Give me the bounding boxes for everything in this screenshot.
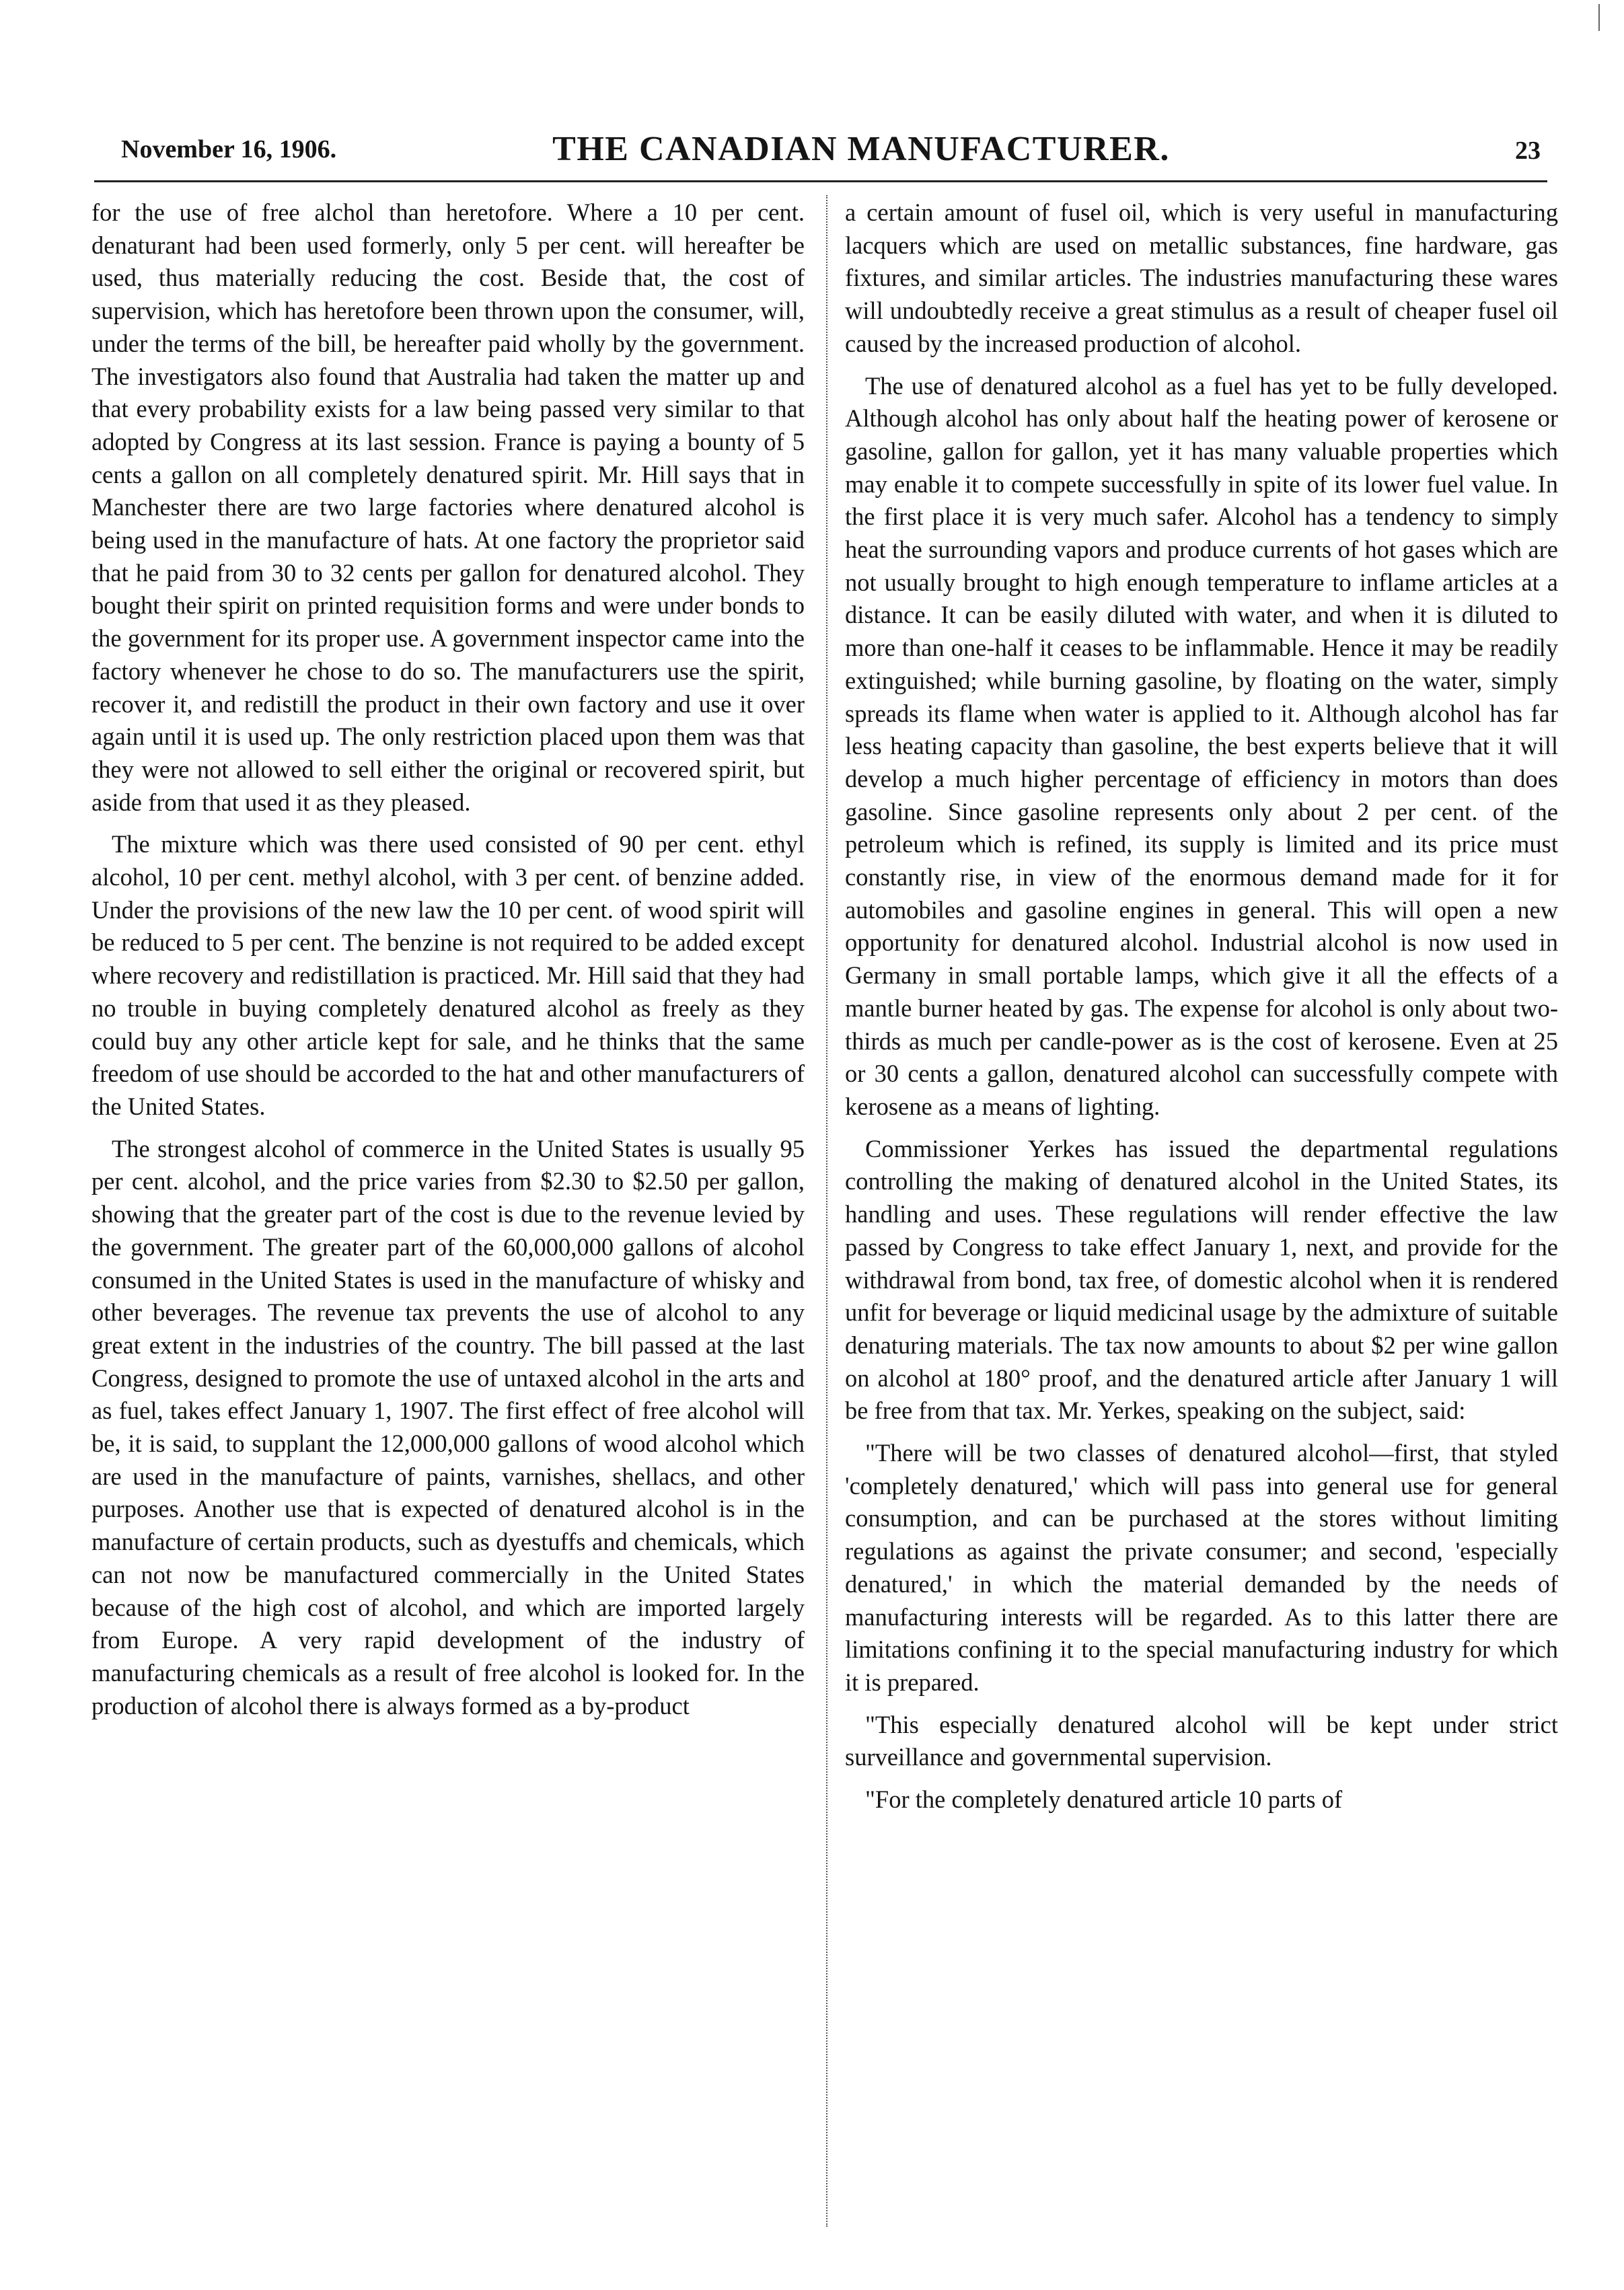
- article-paragraph: "This especially denatured alcohol will be kept under strict surveillance and governmental supervision.: [845, 1710, 1558, 1771]
- article-paragraph: Commissioner Yerkes has issued the departmental regulations controlling the making of denatured alcohol in the United States, its handling and uses. These regulations will render effective the law passed by Congress to take effect January 1, next, and provide for the withdrawal from bond, tax free, of domestic alcohol when it is rendered unfit for beverage or liquid medicinal usage by the admixture of suitable denaturing materials. The tax now amounts to about $2 per wine gallon on alcohol at 180° proof, and the denatured article after January 1 will be free from that tax. Mr. Yerkes, speaking on the subject, said:: [845, 1134, 1558, 1425]
- issue-date: November 16, 1906.: [121, 135, 337, 163]
- article-paragraph: The use of denatured alcohol as a fuel has yet to be fully developed. Although alcohol has only about half the heating power of kerosene or gasoline, gallon for gallon, yet it has many valuable properties which may enable it to compete successfully in spite of its lower fuel value. In the first place it is very much safer. Alcohol has a tendency to simply heat the surrounding vapors and produce currents of hot gases which are not usually brought to high enough temperature to inflame articles at a distance. It can be easily diluted with water, and when it is diluted to more than one-half it ceases to be inflammable. Hence it may be readily extinguished; while burning gasoline, by floating on the water, simply spreads its flame when water is applied to it. Although alcohol has far less heating capacity than gasoline, the best experts believe that it will develop a much higher percentage of efficiency in motors than does gasoline. Since gasoline represents only about 2 per cent. of the petroleum which is refined, its supply is limited and its price must constantly rise, in view of the enormous demand made for it for automobiles and gasoline engines in general. This will open a new opportunity for denatured alcohol. Industrial alcohol is now used in Germany in small portable lamps, which give it all the effects of a mantle burner heated by gas. The expense for alcohol is only about two-thirds as much per candle-power as is the cost of kerosene. Even at 25 or 30 cents a gallon, denatured alcohol can successfully compete with kerosene as a means of lighting.: [845, 371, 1558, 1120]
- scan-edge-mark: [1598, 4, 1600, 31]
- header-rule: [94, 180, 1547, 182]
- article-paragraph: The mixture which was there used consisted of 90 per cent. ethyl alcohol, 10 per cent. methyl alcohol, with 3 per cent. of benzine added. Under the provisions of the new law the 10 per cent. of wood spirit will be reduced to 5 per cent. The benzine is not required to be added except where recovery and redistillation is practiced. Mr. Hill said that they had no trouble in buying completely denatured alcohol as freely as they could buy any other article kept for sale, and he thinks that the same freedom of use should be accorded to the hat and other manufacturers of the United States.: [91, 830, 805, 1120]
- page-number: 23: [1515, 137, 1541, 165]
- article-paragraph: "For the completely denatured article 10 parts of: [865, 1785, 1343, 1814]
- left-column: [91, 196, 805, 1732]
- publication-title: THE CANADIAN MANUFACTURER.: [552, 130, 1170, 168]
- article-paragraph: "There will be two classes of denatured alcohol—first, that styled 'completely denatured,' which will pass into general use for general consumption, and can be purchased at the stores without limiting regulations as against the private consumer; and second, 'especially denatured,' in which the material demanded by the needs of manufacturing interests will be regarded. As to this latter there are limitations confining it to the special manufacturing industry for which it is prepared.: [845, 1439, 1558, 1696]
- article-paragraph: a certain amount of fusel oil, which is very useful in manufacturing lacquers which are used on metallic substances, fine hardware, gas fixtures, and similar articles. The industries manufacturing these wares will undoubtedly receive a great stimulus as a result of cheaper fusel oil caused by the increased production of alcohol.: [845, 198, 1558, 357]
- right-column: [845, 196, 1558, 1826]
- running-head: [94, 129, 1547, 176]
- column-divider: [826, 195, 827, 2227]
- article-paragraph: for the use of free alchol than heretofore. Where a 10 per cent. denaturant had been used formerly, only 5 per cent. will hereafter be used, thus materially reducing the cost. Beside that, the cost of supervision, which has heretofore been thrown upon the consumer, will, under the terms of the bill, be hereafter paid wholly by the government. The investigators also found that Australia had taken the matter up and that every probability exists for a law being passed very similar to that adopted by Congress at its last session. France is paying a bounty of 5 cents a gallon on all completely denatured spirit. Mr. Hill says that in Manchester there are two large factories where denatured alcohol is being used in the manufacture of hats. At one factory the proprietor said that he paid from 30 to 32 cents per gallon for denatured alcohol. They bought their spirit on printed requisition forms and were under bonds to the government for its proper use. A government inspector came into the factory whenever he chose to do so. The manufacturers use the spirit, recover it, and redistill the product in their own factory and use it over again until it is used up. The only restriction placed upon them was that they were not allowed to sell either the original or recovered spirit, but aside from that used it as they pleased.: [91, 198, 805, 816]
- article-paragraph: The strongest alcohol of commerce in the United States is usually 95 per cent. alcohol, and the price varies from $2.30 to $2.50 per gallon, showing that the greater part of the cost is due to the revenue levied by the government. The greater part of the 60,000,000 gallons of alcohol consumed in the United States is used in the manufacture of whisky and other beverages. The revenue tax prevents the use of alcohol to any great extent in the industries of the country. The bill passed at the last Congress, designed to promote the use of untaxed alcohol in the arts and as fuel, takes effect January 1, 1907. The first effect of free alcohol will be, it is said, to supplant the 12,000,000 gallons of wood alcohol which are used in the manufacture of paints, varnishes, shellacs, and other purposes. Another use that is expected of denatured alcohol is in the manufacture of certain products, such as dyestuffs and chemicals, which can not now be manufactured commercially in the United States because of the high cost of alcohol, and which are imported largely from Europe. A very rapid development of the industry of manufacturing chemicals as a result of free alcohol is looked for. In the production of alcohol there is always formed as a by-product: [91, 1134, 805, 1720]
